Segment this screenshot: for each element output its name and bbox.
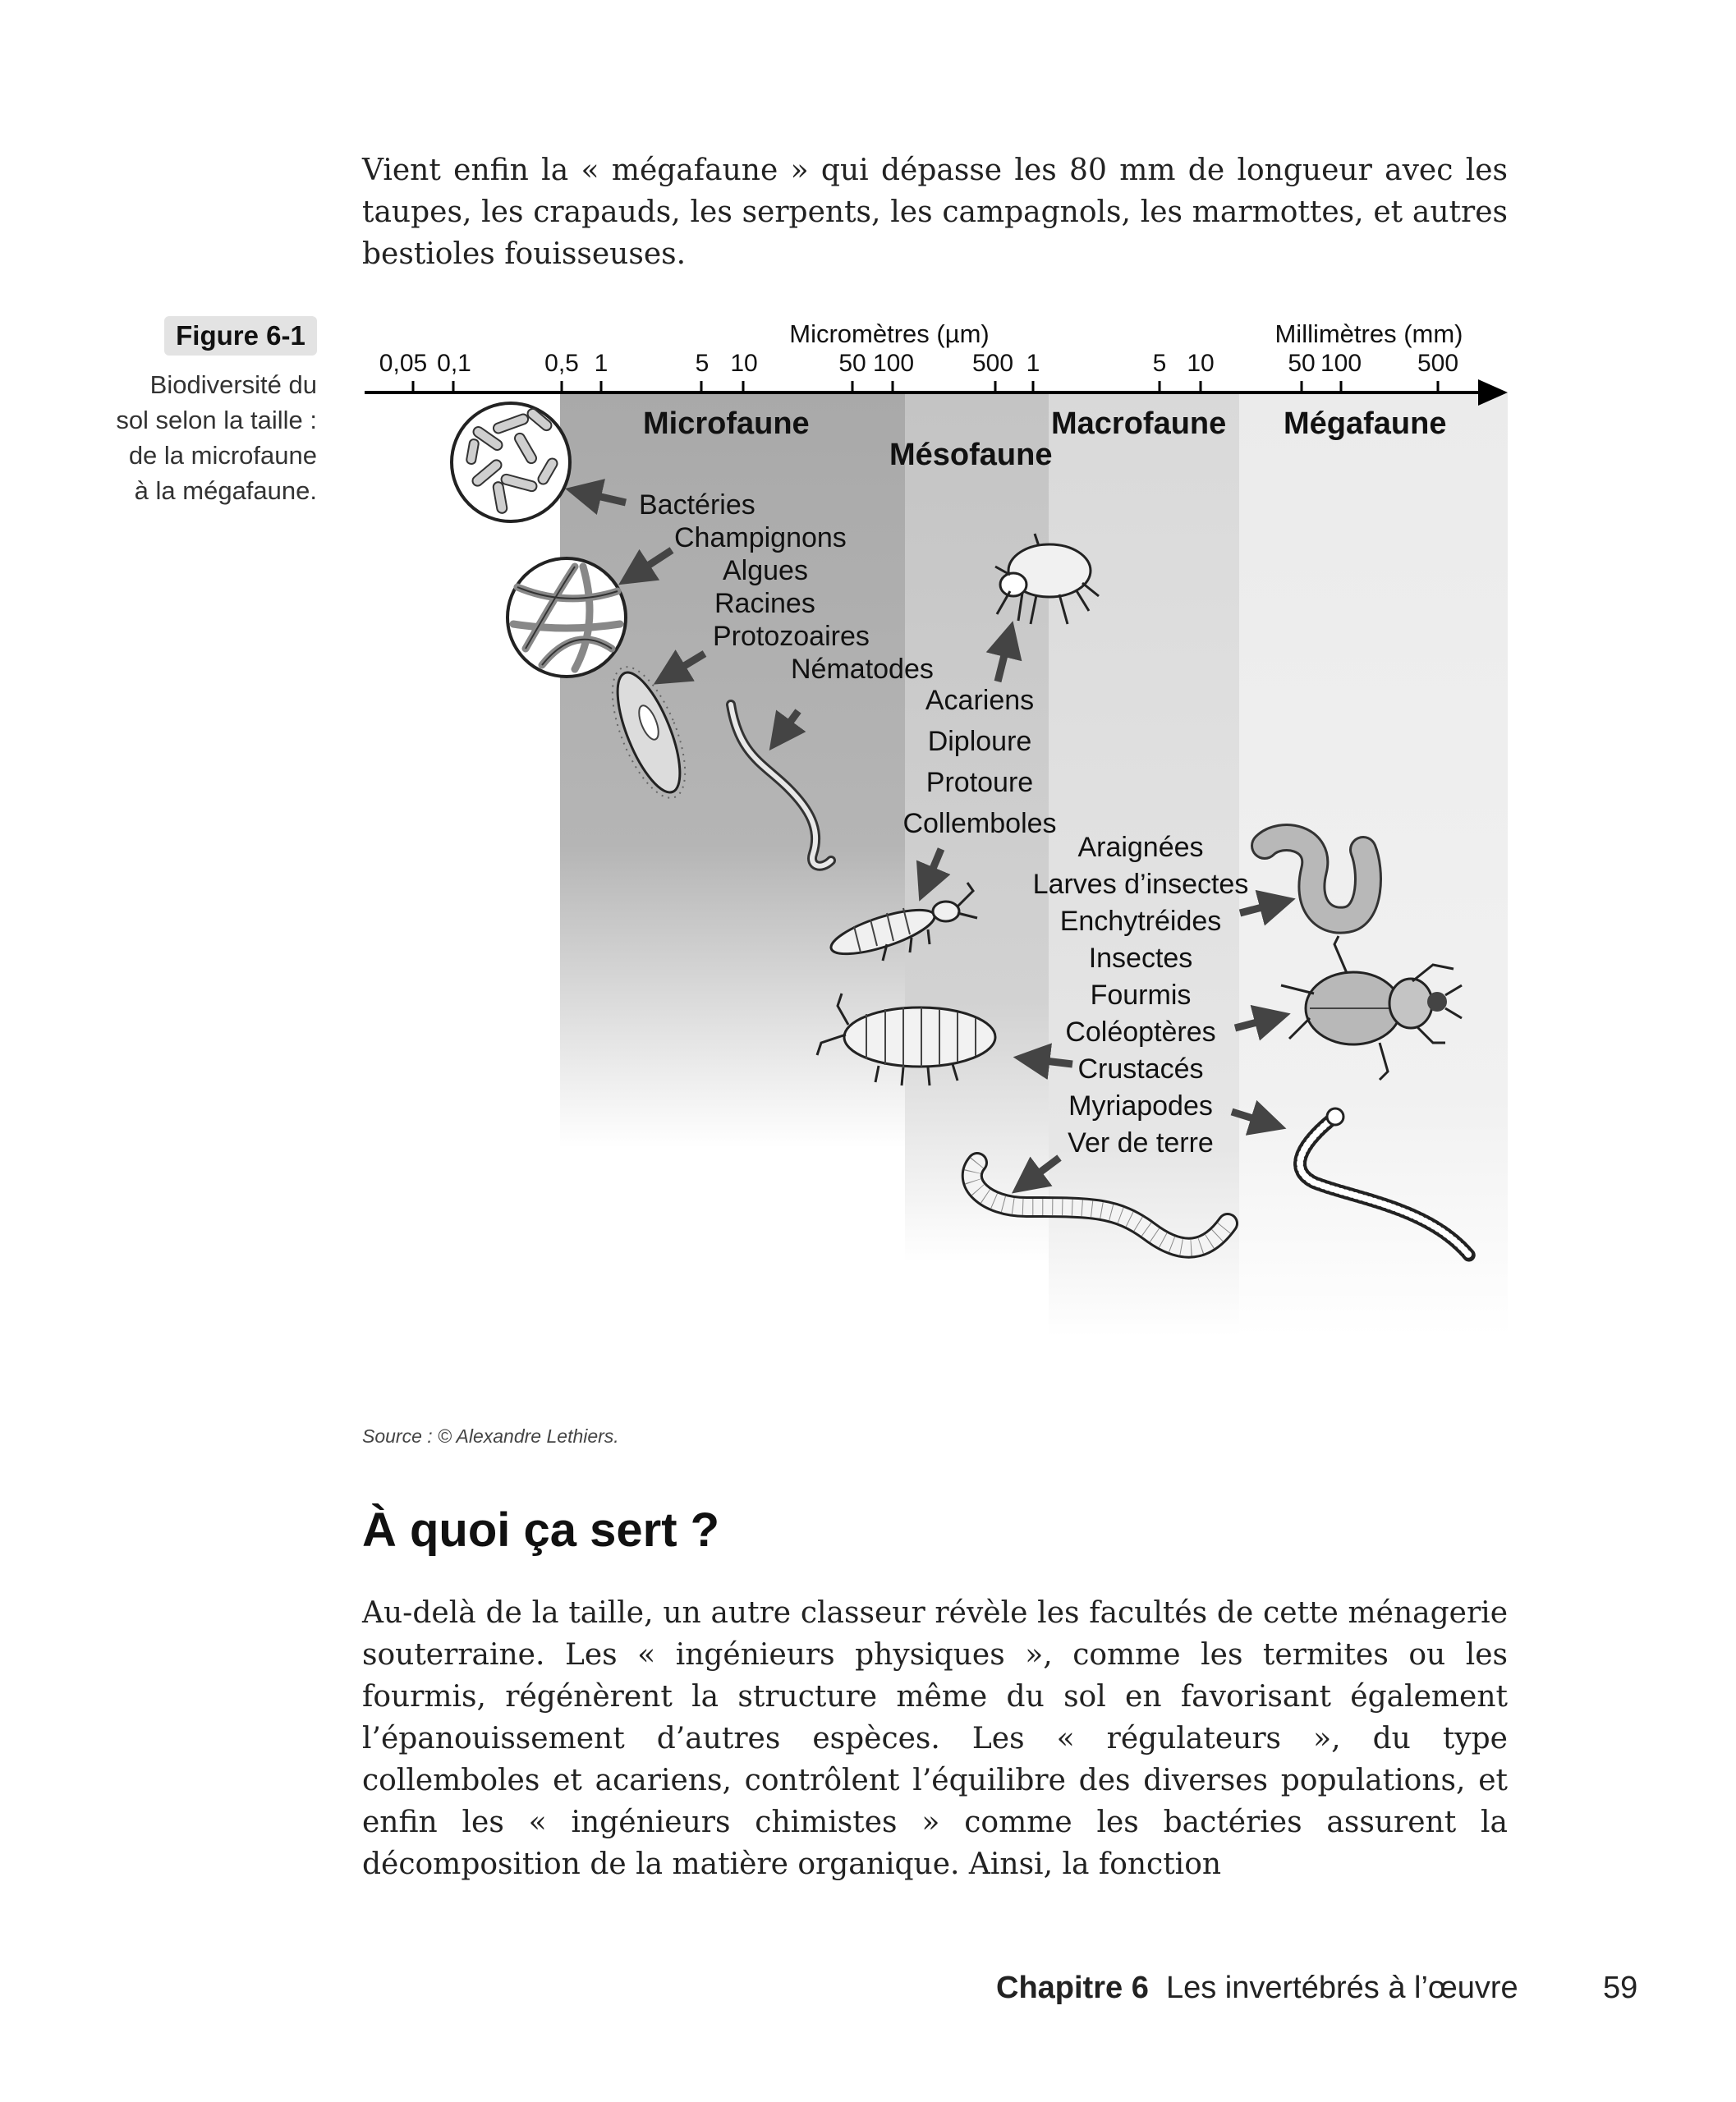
- organism-label: Collemboles: [902, 808, 1057, 839]
- organism-label: Larves d’insectes: [1032, 869, 1249, 900]
- organism-label: Diploure: [927, 726, 1032, 757]
- axis-tick-marks: [413, 381, 1438, 392]
- intro-paragraph: Vient enfin la « mégafaune » qui dépasse les 80 mm de longueur avec les taupes, les crapauds, les serpents, les campagnols, les marmottes, et autres bestioles fouisseuses.: [362, 154, 1508, 271]
- organism-label: Protozoaires: [713, 621, 870, 652]
- running-footer: [996, 1971, 1518, 2006]
- tick-label: 0,05: [379, 350, 428, 377]
- micrometres-axis-title: Micromètres (µm): [789, 319, 990, 348]
- bacteria-illustration: [452, 403, 570, 521]
- organism-label: Fourmis: [1090, 980, 1192, 1011]
- tick-label: 0,1: [437, 350, 471, 377]
- organism-label: Acariens: [925, 685, 1035, 716]
- tick-label: 100: [1320, 350, 1362, 377]
- tick-label: 1: [594, 350, 609, 377]
- figure-caption-line: à la mégafaune.: [134, 476, 317, 505]
- millimetres-axis-title: Millimètres (mm): [1274, 319, 1463, 348]
- tick-label: 100: [872, 350, 915, 377]
- mesofaune-label: Mésofaune: [889, 438, 1053, 472]
- tick-label: 1: [1026, 350, 1040, 377]
- tick-label: 5: [695, 350, 710, 377]
- chapter-title: Les invertébrés à l’œuvre: [1165, 1971, 1518, 2005]
- microfaune-label: Microfaune: [643, 406, 810, 441]
- tick-label: 10: [730, 350, 758, 377]
- figure-caption-line: Biodiversité du: [149, 370, 317, 399]
- tick-label: 10: [1187, 350, 1215, 377]
- tick-label: 500: [971, 350, 1014, 377]
- tick-label: 5: [1152, 350, 1167, 377]
- macrofaune-label: Macrofaune: [1051, 406, 1227, 441]
- organism-label: Myriapodes: [1068, 1090, 1213, 1122]
- organism-label: Champignons: [674, 522, 847, 553]
- organism-label: Crustacés: [1077, 1053, 1204, 1085]
- organism-label: Ver de terre: [1068, 1127, 1214, 1159]
- figure-tag: Figure 6-1: [164, 316, 317, 356]
- tick-label: 0,5: [544, 350, 579, 377]
- axis-tick-labels: [379, 350, 1458, 377]
- figure-source: Source : © Alexandre Lethiers.: [362, 1425, 619, 1447]
- fungi-illustration: [507, 558, 626, 677]
- organism-label: Bactéries: [639, 489, 755, 521]
- figure-caption-line: de la microfaune: [128, 441, 317, 470]
- organism-label: Racines: [714, 588, 815, 619]
- body-paragraph: Au-delà de la taille, un autre classeur révèle les facultés de cette ménagerie souterraine. Les « ingénieurs physiques », comme les termites ou les fourmis, régénèrent la structure même du sol en favorisant également l’épanouissement d’autres espèces. Les « régulateurs », du type collemboles et acariens, contrôlent l’équilibre des diverses populations, et enfin les « ingénieurs chimistes » comme les bactéries assurent la décomposition de la matière organique. Ainsi, la fonction: [362, 1596, 1508, 1881]
- macrofaune-zone: [1049, 392, 1239, 1337]
- megafaune-label: Mégafaune: [1284, 406, 1447, 441]
- tick-label: 50: [1288, 350, 1316, 377]
- arrow: [1031, 1059, 1072, 1064]
- tick-label: 500: [1417, 350, 1459, 377]
- organism-label: Coléoptères: [1065, 1017, 1216, 1048]
- organism-label: Nématodes: [791, 654, 934, 685]
- organism-label: Protoure: [925, 767, 1034, 798]
- chapter-label: Chapitre 6: [996, 1971, 1149, 2005]
- figure-caption-line: sol selon la taille :: [116, 406, 317, 434]
- page-number: 59: [1603, 1971, 1638, 2005]
- organism-label: Araignées: [1077, 832, 1204, 863]
- organism-label: Algues: [723, 555, 808, 586]
- organism-label: Enchytréides: [1059, 906, 1222, 937]
- organism-label: Insectes: [1088, 943, 1193, 974]
- tick-label: 50: [838, 350, 866, 377]
- section-heading: À quoi ça sert ?: [362, 1503, 720, 1557]
